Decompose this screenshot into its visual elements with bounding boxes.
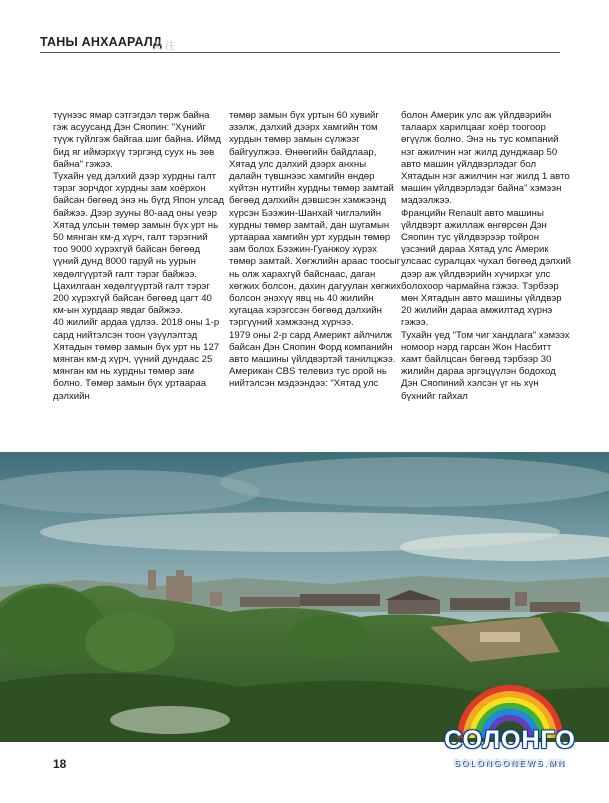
- article-column-3: болон Америк улс аж үйлдвэрийн талаарх харилцааг хоёр тоогоор өгүүлж болно. Энэ нь тус компаний нэг ажилчин нэг жилд дунджаар 50 авто машин үйлдвэрлэдэг бол Хятадын нэг ажилчин нэг жилд 1 авто машин үйлдвэрлэдэг байна" хэмээн мэдээлжээ. Францийн Renault авто машины үйлдвэрт ажиллаж өнгөрсөн Дэн Сяопин тус үйлдвэрээр тойрон үзсэний дараа Хятад улс Америк улсаас суралцах чухал бөгөөд дэлхий дээр аж үйлдвэрийн хүчирхэг улс болохоор чармайна гэжээ. Тэрбээр мөн Хятадын авто машины үйлдвэр 20 жилийн дараа амжилтад хүрнэ гэжээ. Тухайн үед "Том чиг хандлага" хэмээх номоор нэрд гарсан Жон Насбитт хамт байлцсан бөгөөд тэрбээр 30 жилийн дараа эргэцүүлэн бодоход Дэн Сяопиний хэлсэн үг нь хүн бүхнийг гайхал: [401, 110, 572, 402]
- page-header: [40, 35, 560, 55]
- header-rule: [40, 52, 560, 53]
- logo-website: SOLONGONEWS.MN: [453, 758, 567, 768]
- solongo-logo[interactable]: [435, 680, 585, 780]
- logo-wordmark: СОЛОНГО: [444, 726, 576, 754]
- article-column-2: төмөр замын бүх уртын 60 хувийг эзэлж, дэлхий дээрх хамгийн том хурдын төмөр замын сүлжээг байгуулжээ. Өнөөгийн байдлаар, Хятад улс дэлхий дээрх анхны далайн түвшнээс хамгийн өндөр хүйтэн нутгийн хурдны төмөр замтай бөгөөд дэлхийн дэвшсэн хэмжээнд хүрсэн Бээжин-Шанхай чиглэлийн хурдны төмөр замтай, дан шугамын уртаараа хамгийн урт хурдын төмөр зам болох Бээжин-Гуанжоу хүрэх төмөр замтай. Хөгжлийн араас тоосыг нь олж харахгүй байснаас, даган хөгжих болсон, дахин дагуулан хөгжих болсон энэхүү явц нь 40 жилийн хугацаа хэрэгссэн бөгөөд дэлхийн тэргүүний хэмжээнд хүрчээ. 1979 оны 2-р сард Америкт айлчилж байсан Дэн Сяопин Форд компанийн авто машины үйлдвэртэй танилцжээ. Американ CBS телевиз тус орой нь нийтэлсэн мэдээндээ: "Хятад улс: [229, 110, 401, 390]
- section-subtitle: 关注: [152, 41, 178, 52]
- article-column-1: түүнээс ямар сэтгэгдэл төрж байна гэж асуусанд Дэн Сяопин: "Хүнийг түүж гүйлгэж байгаа шиг байна. Иймд бид яг иймэрхүү тэргэнд суух нь зөв байна" гэжээ. Тухайн үед дэлхий дээр хурдны галт тэрэг зорчдог хурдны зам хоёрхон байсан бөгөөд энэ нь бүгд Япон улсад байжээ. Дээр зууны 80-аад оны үеэр Хятад улсын төмөр замын бүх урт нь 50 мянган км-д хүрч, галт тэрэгний тоо 9000 хүрэхгүй байсан бөгөөд үүний дунд 8000 гаруй нь уурын хөдөлгүүртэй галт тэрэг байжээ. Цахилгаан хөдөлгүүртэй галт тэрэг 200 хүрэхгүй байсан бөгөөд цагт 40 км-ын хурдаар явдаг байжээ. 40 жилийг ардаа үдлээ. 2018 оны 1-р сард нийтэлсэн тоон үзүүлэлтэд Хятадын төмөр замын бүх урт нь 127 мянган км-д хүрч, үүний дундаас 25 мянган км нь хурдны төмөр зам болно. Төмөр замын бүх уртаараа дэлхийн: [53, 110, 225, 402]
- page-number: 18: [53, 757, 67, 771]
- section-title: ТАНЫ АНХААРАЛД: [40, 35, 162, 49]
